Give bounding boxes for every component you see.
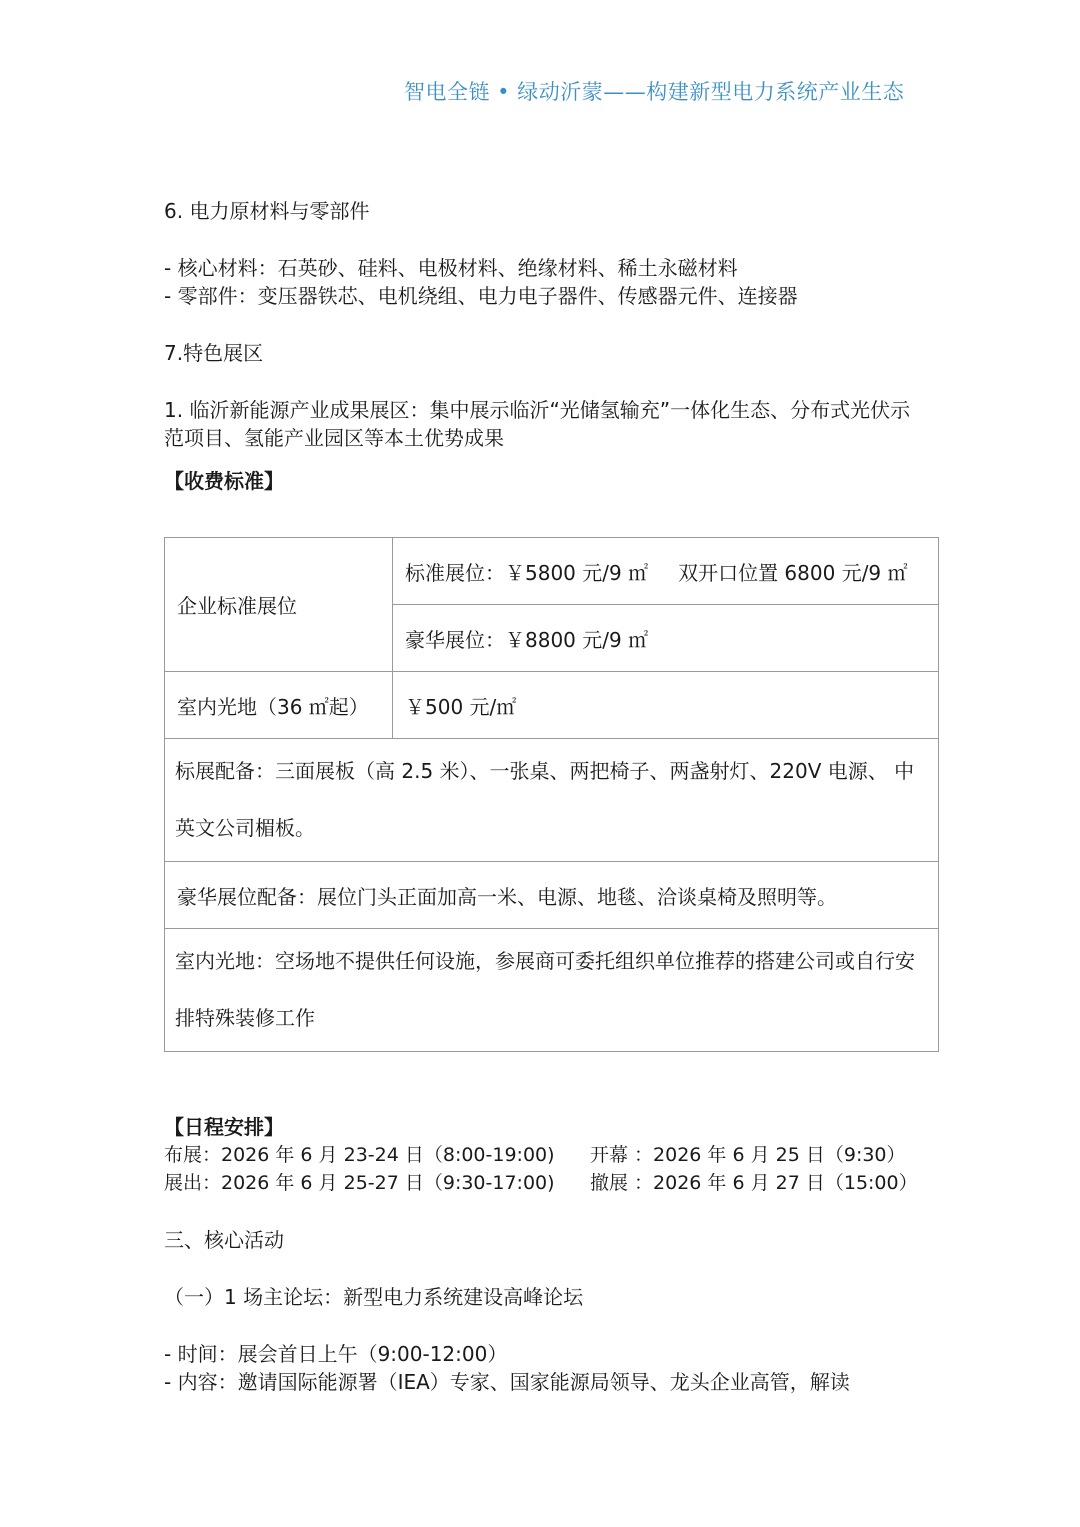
indoor-space-config: 室内光地：空场地不提供任何设施，参展商可委托组织单位推荐的搭建公司或自行安排特殊装修工作: [165, 929, 939, 1052]
indoor-space-label: 室内光地（36 ㎡起）: [165, 672, 393, 739]
forum-title: （一）1 场主论坛：新型电力系统建设高峰论坛: [164, 1285, 584, 1309]
fees-heading: 【收费标准】: [164, 469, 284, 493]
section-6-heading: 6. 电力原材料与零部件: [164, 199, 370, 223]
fee-table: [164, 537, 939, 1052]
list-item-time: - 时间：展会首日上午（9:00-12:00）: [164, 1342, 508, 1366]
schedule-row: [164, 1169, 918, 1197]
schedule-setup: 布展：2026 年 6 月 23-24 日（8:00-19:00): [164, 1144, 555, 1166]
schedule-opening: 开幕 ：2026 年 6 月 25 日（9:30）: [590, 1144, 906, 1166]
standard-booth-label: 企业标准展位: [165, 538, 393, 672]
standard-booth-price-cell: [393, 538, 939, 605]
deluxe-booth-config: 豪华展位配备：展位门头正面加高一米、电源、地毯、洽谈桌椅及照明等。: [165, 862, 939, 929]
list-item-core-materials: - 核心材料：石英砂、硅料、电极材料、绝缘材料、稀土永磁材料: [164, 256, 738, 280]
header-title: 智电全链 • 绿动沂蒙——构建新型电力系统产业生态: [404, 80, 905, 104]
schedule-teardown: 撤展 ：2026 年 6 月 27 日（15:00）: [590, 1172, 918, 1194]
schedule-row: [164, 1141, 906, 1169]
section-7-heading: 7.特色展区: [164, 341, 264, 365]
deluxe-booth-price: 豪华展位：￥8800 元/9 ㎡: [393, 605, 939, 672]
double-opening-price: 双开口位置 6800 元/9 ㎡: [678, 560, 908, 585]
list-item-components: - 零部件：变压器铁芯、电机绕组、电力电子器件、传感器元件、连接器: [164, 284, 798, 308]
standard-booth-config: 标展配备：三面展板（高 2.5 米）、一张桌、两把椅子、两盏射灯、220V 电源、 中英文公司楣板。: [165, 739, 939, 862]
schedule-heading: 【日程安排】: [164, 1115, 284, 1139]
standard-booth-price: 标准展位：￥5800 元/9 ㎡: [405, 560, 649, 585]
section-7-paragraph: 1. 临沂新能源产业成果展区：集中展示临沂“光储氢输充”一体化生态、分布式光伏示范项目、氢能产业园区等本土优势成果: [164, 398, 911, 450]
indoor-space-price: ￥500 元/㎡: [393, 672, 939, 739]
list-item-content: - 内容：邀请国际能源署（IEA）专家、国家能源局领导、龙头企业高管，解读: [164, 1370, 850, 1394]
section-3-heading: 三、核心活动: [164, 1228, 284, 1252]
schedule-exhibition: 展出：2026 年 6 月 25-27 日（9:30-17:00): [164, 1172, 555, 1194]
